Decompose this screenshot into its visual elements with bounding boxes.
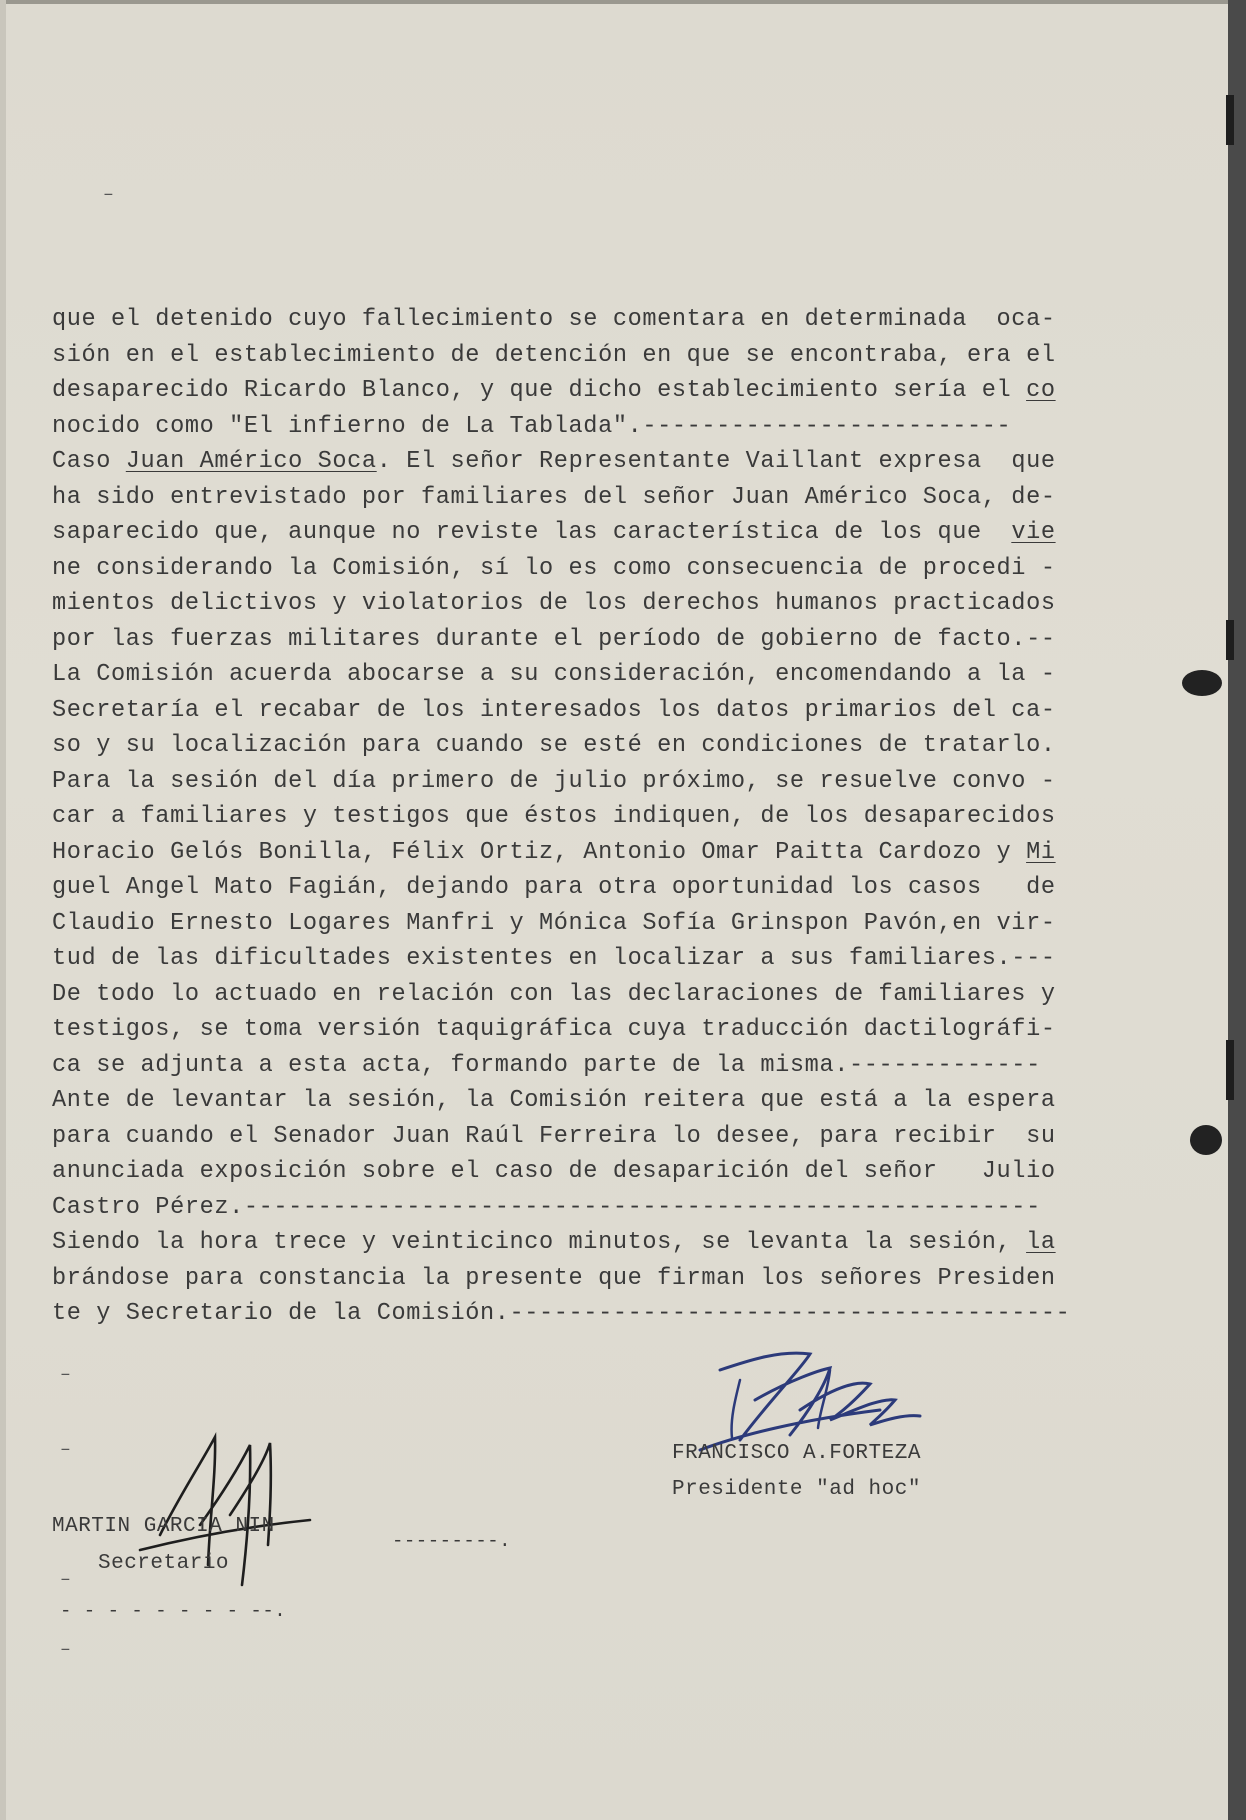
- text-line: [52, 906, 1056, 942]
- underlined-text: Mi: [1026, 838, 1056, 866]
- binder-hole-mark: [1182, 670, 1222, 696]
- text-line: [52, 622, 1056, 658]
- text-segment: so y su localización para cuando se esté en condiciones de tratarlo.: [52, 732, 1056, 759]
- text-segment: De todo lo actuado en relación con las declaraciones de familiares y: [52, 980, 1056, 1008]
- text-segment: Horacio Gelós Bonilla, Félix Ortiz, Antonio Omar Paitta Cardozo y: [52, 838, 1027, 866]
- text-line: [52, 515, 1056, 551]
- underlined-text: la: [1026, 1229, 1056, 1256]
- text-segment: brándose para constancia la presente que firman los señores: [52, 1264, 938, 1292]
- text-line: [52, 799, 1056, 835]
- stray-mark: –: [60, 1640, 71, 1660]
- text-segment: para cuando el Senador Juan Raúl Ferreira lo desee, para recibir su: [52, 1122, 1056, 1150]
- text-line: [52, 1225, 1056, 1261]
- text-segment: Siendo la hora trece y veinticinco minutos, se levanta la sesión,: [52, 1229, 1027, 1256]
- text-line: [52, 941, 1056, 977]
- underlined-text: Juan Américo Soca: [125, 448, 377, 475]
- text-line: [52, 1190, 1041, 1226]
- stray-mark: –: [103, 185, 114, 205]
- text-line: [52, 444, 1056, 480]
- text-segment: Para la sesión del día primero de julio próximo, se resuelve convo -: [52, 767, 1056, 795]
- stray-mark: –: [60, 1440, 71, 1460]
- text-line: [52, 728, 1056, 764]
- binder-tab-mark: [1226, 1040, 1234, 1100]
- underlined-text: vie: [1011, 519, 1056, 546]
- text-line: [52, 1119, 1056, 1155]
- page-left-edge: [0, 0, 6, 1820]
- secretary-name: MARTIN GARCIA NIN: [52, 1515, 275, 1538]
- text-segment: Caso: [52, 448, 126, 475]
- text-line: [52, 870, 1056, 906]
- text-segment: por las fuerzas militares durante el período de gobierno de facto.--: [52, 625, 1056, 653]
- text-line: [52, 1012, 1056, 1048]
- text-line: [52, 764, 1056, 800]
- text-segment: Secretaría el recabar de los interesados los datos primarios del ca-: [52, 696, 1056, 724]
- binder-tab-mark: [1226, 620, 1234, 660]
- text-segment: Claudio Ernesto Logares Manfri y Mónica Sofía Grinspon Pavón,en vir-: [52, 909, 1056, 937]
- text-segment: mientos delictivos y violatorios de los derechos humanos practicados: [52, 590, 1056, 617]
- text-line: [52, 835, 1056, 871]
- binder-tab-mark: [1226, 95, 1234, 145]
- text-line: [52, 693, 1056, 729]
- text-line: [52, 586, 1056, 622]
- text-segment: sión en el establecimiento de detención en que se encontraba, era el: [52, 341, 1056, 369]
- text-line: [52, 409, 1032, 445]
- text-segment: guel Angel Mato Fagián, dejando para otra oportunidad los casos de: [52, 874, 1056, 901]
- text-segment: desaparecido Ricardo Blanco, y que dicho establecimiento sería el: [52, 377, 1027, 404]
- text-segment: testigos, se toma versión taquigráfica cuya traducción dactilográfi-: [52, 1016, 1056, 1043]
- minutes-body-text: [52, 302, 1071, 1332]
- text-segment: Presiden: [937, 1264, 1056, 1292]
- text-segment: te y Secretario de la Comisión.--------------------------------------: [52, 1300, 1071, 1327]
- binder-hole-mark: [1190, 1125, 1222, 1155]
- blank-signature-line: ---------.: [392, 1530, 512, 1552]
- text-line: [52, 977, 1056, 1013]
- text-segment: saparecido que, aunque no reviste las característica de los que: [52, 519, 1012, 546]
- president-title: Presidente "ad hoc": [672, 1478, 921, 1501]
- underlined-text: co: [1026, 377, 1056, 404]
- text-line: [52, 1154, 1056, 1190]
- blank-dotted-line: - - - - - - - - --.: [60, 1600, 287, 1622]
- text-segment: . El señor Representante Vaillant expresa que: [376, 448, 1056, 475]
- stray-mark: –: [60, 1365, 71, 1385]
- text-line: [52, 1261, 1056, 1297]
- text-line: [52, 1048, 1041, 1084]
- text-segment: anunciada exposición sobre el caso de desaparición del señor Julio: [52, 1158, 1056, 1185]
- text-line: [52, 302, 1056, 338]
- text-line: [52, 1083, 1056, 1119]
- page-top-edge: [0, 0, 1246, 4]
- text-segment: Castro Pérez.------------------------------------------------------: [52, 1193, 1041, 1221]
- text-line: [52, 338, 1056, 374]
- secretary-title: Secretario: [98, 1552, 230, 1575]
- text-line: [52, 1296, 1071, 1332]
- text-segment: ne considerando la Comisión, sí lo es como consecuencia de procedi -: [52, 554, 1056, 582]
- text-line: [52, 373, 1056, 409]
- text-line: [52, 480, 1056, 516]
- text-segment: car a familiares y testigos que éstos indiquen, de los desaparecidos: [52, 803, 1056, 830]
- text-segment: tud de las dificultades existentes en localizar a sus familiares.---: [52, 945, 1056, 972]
- text-line: [52, 551, 1056, 587]
- text-segment: que el detenido cuyo fallecimiento se comentara en determinada oca-: [52, 306, 1056, 333]
- text-segment: ca se adjunta a esta acta, formando parte de la misma.-------------: [52, 1051, 1041, 1079]
- scan-right-border: [1228, 0, 1246, 1820]
- text-segment: nocido como "El infierno de La Tablada".-------------------------: [52, 412, 1012, 440]
- president-name: FRANCISCO A.FORTEZA: [672, 1442, 921, 1465]
- text-line: [52, 657, 1056, 693]
- stray-mark: –: [60, 1570, 71, 1590]
- text-segment: La Comisión acuerda abocarse a su consideración, encomendando a la -: [52, 661, 1056, 688]
- text-segment: ha sido entrevistado por familiares del señor Juan Américo Soca, de-: [52, 483, 1056, 511]
- text-segment: Ante de levantar la sesión, la Comisión reitera que está a la espera: [52, 1087, 1056, 1114]
